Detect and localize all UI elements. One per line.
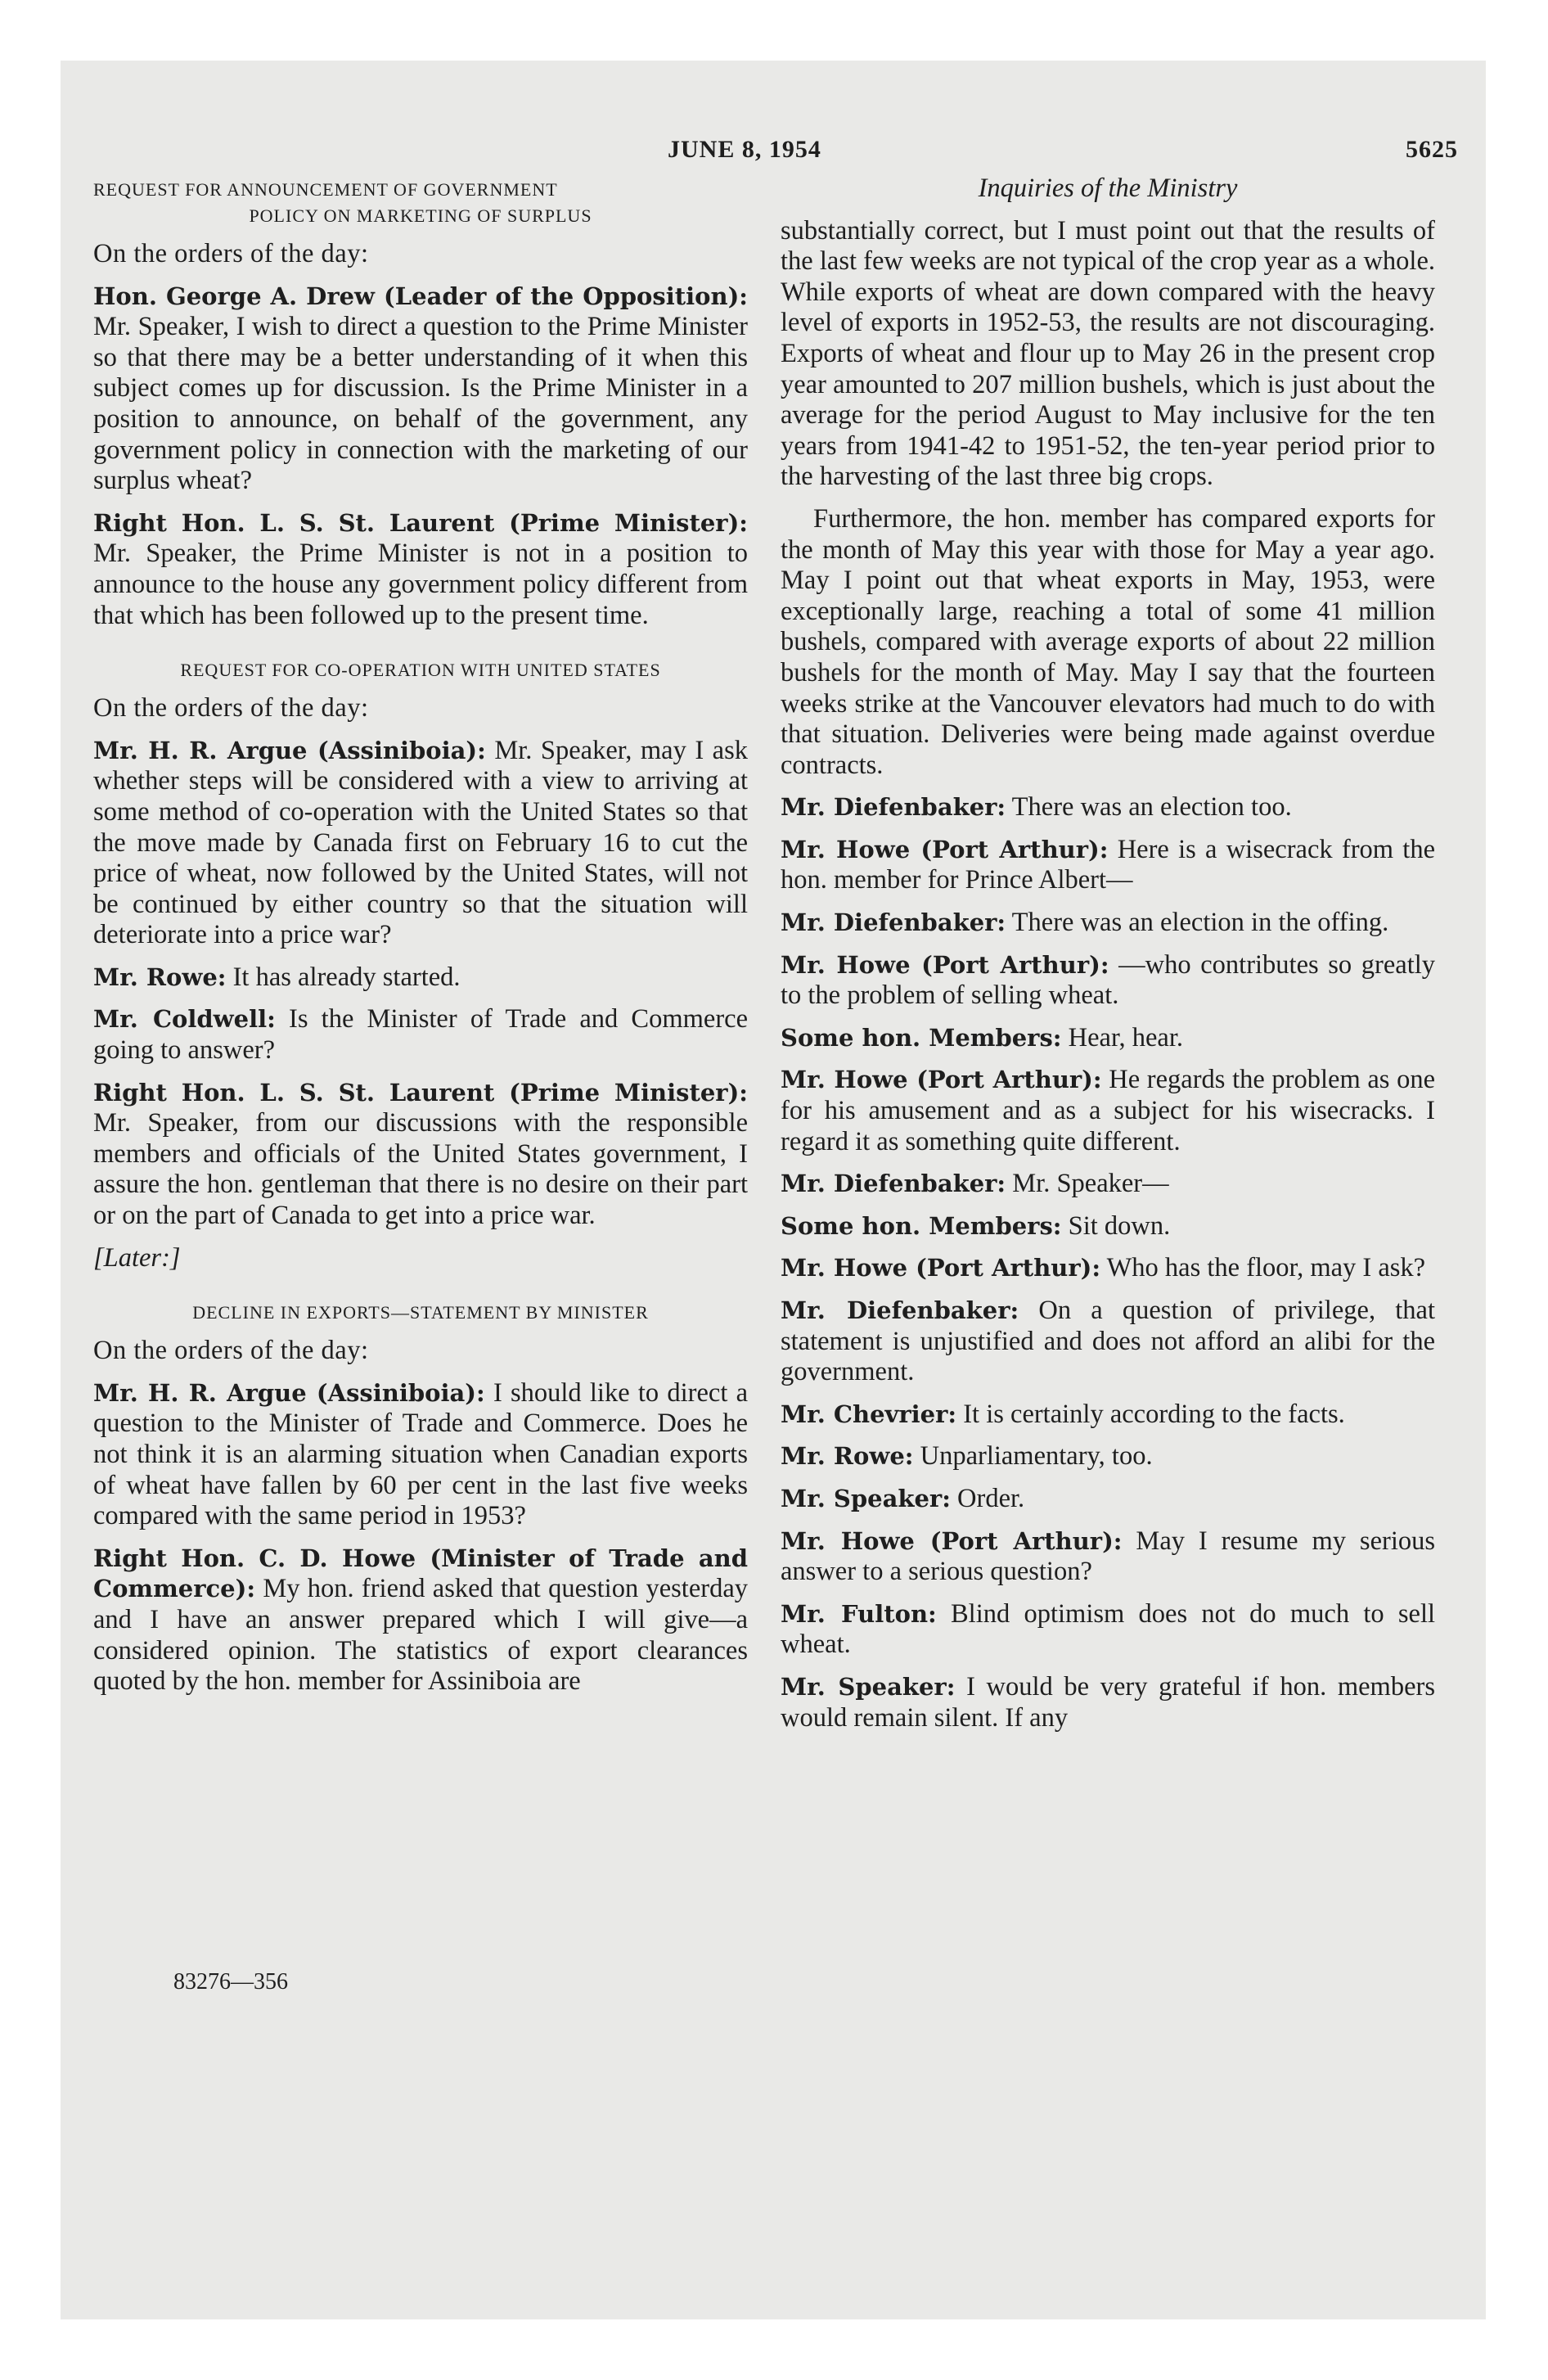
speaker-name: Mr. Howe (Port Arthur): [781,1066,1102,1094]
later-marker: [Later:] [93,1242,181,1273]
speech-text: My hon. friend asked that question yesterday and I have an answer prepared which I will give—a considered opinion. The statistics of export clearances quoted by the hon. member for Assiniboia are [93,1574,748,1697]
footer-code: 83276—356 [173,1969,288,1995]
speaker-name: Mr. Speaker: [781,1484,951,1512]
left-column [93,177,748,1709]
speech-text: Mr. Speaker— [1006,1169,1169,1199]
speech-text: It has already started. [226,962,461,992]
speech-paragraph [93,1004,748,1066]
heading-line-2: POLICY ON MARKETING OF SURPLUS [249,205,592,226]
speech-paragraph [781,1065,1435,1157]
speaker-name: Some hon. Members: [781,1023,1062,1052]
speech-text: Mr. Speaker, I wish to direct a question to the Prime Minister so that there may be a better understanding of it when this subject comes up for discussion. Is the Prime Minister in a position to announce, on behalf of the government, any government policy in connection with the marketing of our surplus wheat? [93,312,748,496]
speech-paragraph: substantially correct, but I must point out that the results of the last few weeks are not typical of the crop year as a whole. While exports of wheat are down compared with the heavy level of exports in 1952-53, the results are not discouraging. Exports of wheat and flour up to May 26 in the present crop year amounted to 207 million bushels, which is just about the average for the period August to May inclusive for the ten years from 1941-42 to 1951-52, the ten-year period prior to the harvesting of the last three big crops. [781,215,1435,492]
speech-text: Who has the floor, may I ask? [1100,1253,1426,1283]
speech-paragraph [93,1378,748,1532]
speech-text: He regards the problem as one for his amusement and as a subject for his wisecracks. I regard it as something quite different. [781,1065,1435,1156]
speech-paragraph [781,1296,1435,1388]
speaker-name: Mr. Howe (Port Arthur): [781,1254,1101,1282]
page-number: 5625 [1406,136,1458,163]
speaker-name: Right Hon. C. D. Howe (Minister of Trade and Commerce): [93,1544,748,1603]
speech-paragraph [781,792,1435,823]
speaker-name: Mr. Chevrier: [781,1400,957,1428]
speech-text: There was an election in the offing. [1006,908,1389,938]
speaker-name: Mr. Diefenbaker: [781,908,1006,937]
speech-paragraph [781,1484,1435,1515]
speech-paragraph [781,1672,1435,1733]
speech-paragraph [781,1400,1435,1431]
speaker-name: Mr. Fulton: [781,1599,937,1628]
speaker-name: Right Hon. L. S. St. Laurent (Prime Minister): [93,1078,748,1107]
speech-paragraph [781,1169,1435,1200]
speech-paragraph [93,1078,748,1232]
speech-paragraph [93,508,748,631]
speaker-name: Mr. H. R. Argue (Assiniboia): [93,1378,485,1407]
speaker-name: Mr. H. R. Argue (Assiniboia): [93,736,486,764]
speech-text: Order. [950,1483,1025,1513]
speaker-name: Mr. Diefenbaker: [781,1296,1019,1324]
heading-line-1: REQUEST FOR ANNOUNCEMENT OF GOVERNMENT [93,179,558,200]
speech-paragraph [781,1211,1435,1242]
section-heading-surplus-policy [93,177,748,229]
speaker-name: Mr. Diefenbaker: [781,793,1006,822]
speaker-name: Right Hon. L. S. St. Laurent (Prime Minister): [93,508,748,537]
speech-paragraph [93,282,748,497]
section-heading-decline-exports: DECLINE IN EXPORTS—STATEMENT BY MINISTER [192,1302,649,1323]
speaker-name: Mr. Diefenbaker: [781,1170,1006,1198]
speaker-name: Mr. Rowe: [781,1442,914,1471]
speaker-name: Mr. Speaker: [781,1672,956,1701]
speech-paragraph [781,1023,1435,1054]
speaker-name: Some hon. Members: [781,1211,1062,1240]
speech-text: Mr. Speaker, the Prime Minister is not in a position to announce to the house any government policy different from that which has been followed up to the present time. [93,539,748,630]
speech-text: Mr. Speaker, may I ask whether steps will be considered with a view to arriving at some method of co-operation with the United States so that the move made by Canada first on February 16 to cut the price of wheat, now followed by the United States, will not be continued by either country so that the situation will deteriorate into a price war? [93,735,748,950]
speech-text: May I resume my serious answer to a serious question? [781,1526,1435,1587]
speech-paragraph [93,736,748,951]
section-heading-cooperation: REQUEST FOR CO-OPERATION WITH UNITED STATES [180,660,661,681]
speech-text: On a question of privilege, that statement is unjustified and does not afford an alibi for the government. [781,1296,1435,1387]
speech-paragraph [781,1253,1435,1284]
speech-paragraph [93,1544,748,1697]
speech-paragraph [781,1526,1435,1588]
speech-text: It is certainly according to the facts. [956,1399,1345,1429]
speaker-name: Mr. Coldwell: [93,1005,276,1034]
speech-text: Sit down. [1061,1210,1171,1241]
speech-paragraph: Furthermore, the hon. member has compared exports for the month of May this year with those for May a year ago. May I point out that wheat exports in May, 1953, were exceptionally large, reaching a total of some 41 million bushels, compared with average exports of about 22 million bushels for the month of May. May I say that the fourteen weeks strike at the Vancouver elevators had much to do with that situation. Deliveries were being made against overdue contracts. [781,503,1435,780]
speaker-name: Mr. Rowe: [93,962,227,991]
speech-text: —who contributes so greatly to the problem of selling wheat. [781,949,1436,1011]
speech-text: Unparliamentary, too. [913,1441,1153,1472]
speech-text: Is the Minister of Trade and Commerce going to answer? [93,1004,749,1066]
speech-text: I would be very grateful if hon. members would remain silent. If any [781,1671,1435,1733]
speech-text: Blind optimism does not do much to sell wheat. [781,1598,1435,1660]
speech-paragraph [93,962,748,994]
speaker-name: Mr. Howe (Port Arthur): [781,1526,1123,1555]
speech-text: Here is a wisecrack from the hon. member for Prince Albert— [781,834,1435,895]
speech-paragraph [781,1441,1435,1472]
speaker-name: Mr. Howe (Port Arthur): [781,835,1109,863]
orders-of-the-day: On the orders of the day: [93,693,369,723]
running-section-title: Inquiries of the Ministry [978,174,1238,203]
orders-of-the-day: On the orders of the day: [93,239,369,268]
speech-paragraph [781,908,1435,939]
speech-text: Hear, hear. [1061,1022,1183,1053]
speech-paragraph [781,1599,1435,1661]
right-column [781,174,1435,1745]
speech-paragraph [781,835,1435,896]
speaker-name: Mr. Howe (Port Arthur): [781,950,1109,979]
speaker-name: Hon. George A. Drew (Leader of the Opposition): [93,282,748,310]
speech-text: Mr. Speaker, from our discussions with the responsible members and officials of the United States government, I assure the hon. gentleman that there is no desire on their part or on the part of Canada to get into a price war. [93,1108,748,1231]
running-header-date: JUNE 8, 1954 [668,136,821,163]
orders-of-the-day: On the orders of the day: [93,1336,369,1366]
speech-paragraph [781,950,1435,1012]
speech-text: There was an election too. [1006,792,1292,823]
speech-text: I should like to direct a question to the Minister of Trade and Commerce. Does he not think it is an alarming situation when Canadian exports of wheat have fallen by 60 per cent in the last five weeks compared with the same period in 1953? [93,1377,748,1531]
